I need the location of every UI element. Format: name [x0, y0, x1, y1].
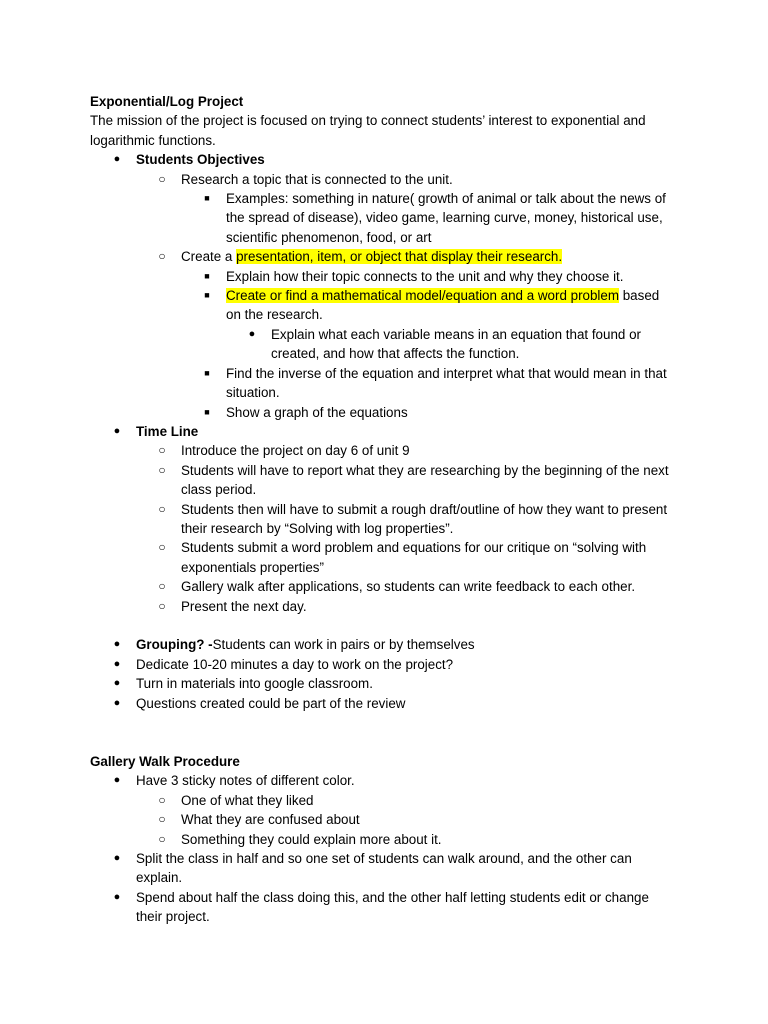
- bullet-disc-icon: ●: [113, 638, 121, 651]
- bullet-circle-icon: ○: [158, 462, 166, 477]
- bullet-disc-icon: ●: [113, 153, 121, 166]
- bullet-circle-icon: ○: [158, 249, 166, 264]
- bullet-square-icon: ■: [204, 406, 210, 417]
- list-item-text: based on the research.: [226, 288, 660, 323]
- list-item-text: Students then will have to submit a rough draft/outline of how they want to present their research by “Solving with log properties”.: [181, 501, 668, 536]
- list-item-text: Present the next day.: [181, 598, 307, 614]
- bullet-disc-icon: ●: [248, 327, 256, 340]
- list-item: [90, 150, 670, 169]
- bullet-disc-icon: ●: [113, 890, 121, 903]
- bullet-disc-icon: ●: [113, 774, 121, 787]
- list-item: [90, 441, 670, 460]
- list-item: [90, 403, 670, 422]
- bullet-circle-icon: ○: [158, 812, 166, 827]
- list-item: [90, 791, 670, 810]
- list-item: [90, 422, 670, 441]
- list-item: [90, 538, 670, 577]
- list-item: [90, 830, 670, 849]
- timeline-heading: Time Line: [136, 423, 199, 439]
- list-item: [90, 694, 670, 713]
- highlighted-text: presentation, item, or object that display their research.: [236, 249, 563, 265]
- list-item-text: Examples: something in nature( growth of animal or talk about the news of the spread of disease), video game, learning curve, money, historical use, scientific phenomenon, food, or art: [226, 191, 666, 245]
- list-item: [90, 655, 670, 674]
- bullet-circle-icon: ○: [158, 792, 166, 807]
- list-item-text: Explain how their topic connects to the unit and why they choose it.: [226, 268, 624, 284]
- bullet-square-icon: ■: [204, 193, 210, 204]
- bullet-circle-icon: ○: [158, 171, 166, 186]
- list-item: [90, 635, 670, 654]
- list-item-text: Turn in materials into google classroom.: [136, 676, 373, 692]
- list-item: [90, 170, 670, 189]
- list-item: [90, 364, 670, 403]
- list-item: [90, 189, 670, 247]
- list-item: [90, 500, 670, 539]
- bullet-circle-icon: ○: [158, 598, 166, 613]
- spacer: [90, 713, 670, 752]
- list-item-text: Show a graph of the equations: [226, 404, 408, 420]
- list-item-text: Find the inverse of the equation and interpret what that would mean in that situation.: [226, 365, 667, 401]
- bullet-circle-icon: ○: [158, 501, 166, 516]
- spacer: [90, 616, 670, 635]
- bullet-square-icon: ■: [204, 270, 210, 281]
- list-item-text: Something they could explain more about it.: [181, 831, 442, 847]
- list-item: [90, 461, 670, 500]
- list-item: [90, 286, 670, 325]
- list-item: [90, 674, 670, 693]
- list-item-text: Split the class in half and so one set of students can walk around, and the other can explain.: [136, 851, 632, 886]
- list-item-text: Spend about half the class doing this, and the other half letting students edit or change their project.: [136, 889, 649, 925]
- document-body: [90, 92, 670, 927]
- list-item: [90, 247, 670, 266]
- list-item-text: Gallery walk after applications, so students can write feedback to each other.: [181, 579, 636, 595]
- list-item: [90, 597, 670, 616]
- list-item: [90, 849, 670, 888]
- list-item-text: Students can work in pairs or by themselves: [212, 637, 475, 653]
- bullet-circle-icon: ○: [158, 443, 166, 458]
- grouping-label: Grouping? -: [136, 637, 213, 653]
- document-title: Exponential/Log Project: [90, 94, 244, 109]
- list-item-text: Explain what each variable means in an equation that found or created, and how that affects the function.: [271, 326, 641, 362]
- list-item: [90, 325, 670, 364]
- bullet-disc-icon: ●: [113, 424, 121, 437]
- bullet-circle-icon: ○: [158, 540, 166, 555]
- list-item-text: One of what they liked: [181, 792, 314, 808]
- list-item: [90, 267, 670, 286]
- bullet-disc-icon: ●: [113, 677, 121, 690]
- bullet-disc-icon: ●: [113, 696, 121, 709]
- list-item-text: Questions created could be part of the review: [136, 695, 406, 711]
- bullet-circle-icon: ○: [158, 579, 166, 594]
- list-item-text: Introduce the project on day 6 of unit 9: [181, 443, 410, 459]
- list-item-text: Students submit a word problem and equations for our critique on “solving with exponentials properties”: [181, 540, 647, 575]
- gallery-heading: Gallery Walk Procedure: [90, 753, 240, 769]
- list-item: [90, 810, 670, 829]
- list-item: [90, 577, 670, 596]
- list-item-text: Create a: [181, 249, 237, 265]
- list-item-text: Have 3 sticky notes of different color.: [136, 773, 355, 789]
- bullet-disc-icon: ●: [113, 852, 121, 865]
- list-item-text: Dedicate 10-20 minutes a day to work on the project?: [136, 656, 454, 672]
- list-item-text: What they are confused about: [181, 812, 360, 828]
- list-item: [90, 888, 670, 927]
- objectives-heading: Students Objectives: [136, 152, 265, 168]
- bullet-square-icon: ■: [204, 367, 210, 378]
- mission-paragraph: The mission of the project is focused on trying to connect students’ interest to exponential and logarithmic functions.: [90, 113, 646, 148]
- bullet-disc-icon: ●: [113, 657, 121, 670]
- list-item-text: Research a topic that is connected to the unit.: [181, 171, 453, 187]
- list-item-text: Students will have to report what they are researching by the beginning of the next class period.: [181, 462, 669, 498]
- highlighted-text: Create or find a mathematical model/equation and a word problem: [226, 288, 620, 304]
- bullet-square-icon: ■: [204, 290, 210, 301]
- list-item: [90, 771, 670, 790]
- bullet-circle-icon: ○: [158, 831, 166, 846]
